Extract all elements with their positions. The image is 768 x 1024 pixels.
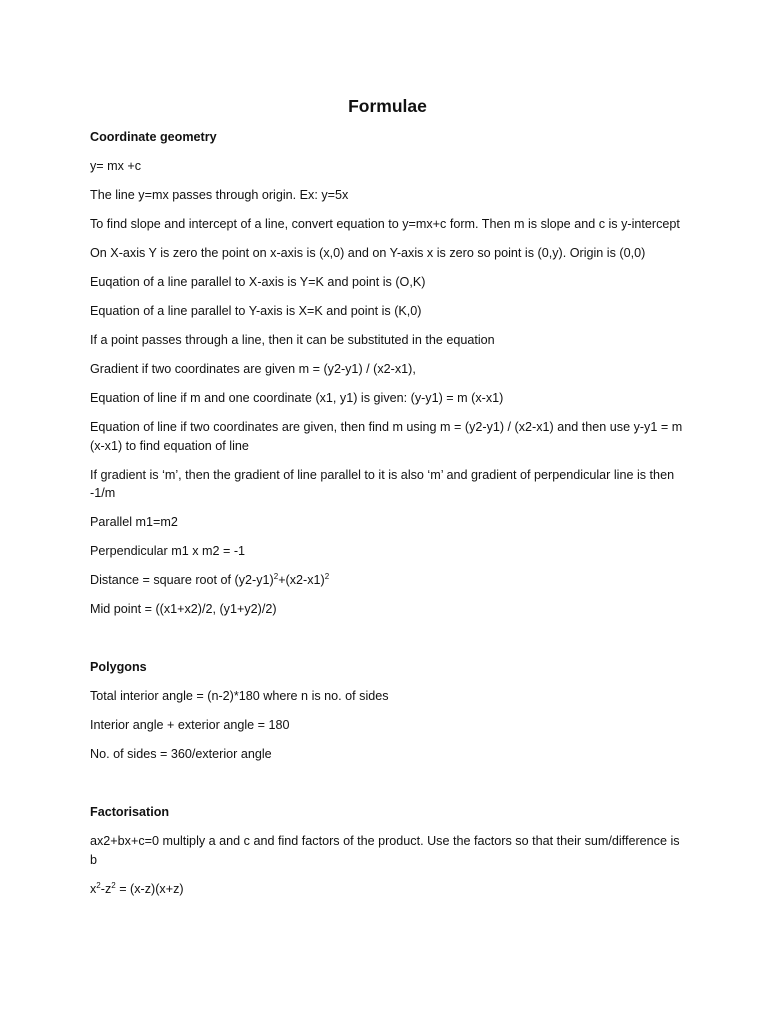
- formula-line: Total interior angle = (n-2)*180 where n is no. of sides: [90, 689, 389, 703]
- distance-middle: +(x2-x1): [278, 573, 325, 587]
- dos-x: x: [90, 881, 97, 896]
- formula-line: ax2+bx+c=0 multiply a and c and find factors of the product. Use the factors so that their sum/difference is b: [90, 834, 680, 867]
- formula-line: Perpendicular m1 x m2 = -1: [90, 544, 246, 558]
- formula-line: If gradient is ‘m’, then the gradient of line parallel to it is also ‘m’ and gradient of perpendicular line is then -1/m: [90, 467, 675, 500]
- formula-line: y= mx +c: [90, 159, 142, 173]
- section-spacer: [90, 774, 685, 803]
- formula-line: Equation of line if two coordinates are given, then find m using m = (y2-y1) / (x2-x1) and then use y-y1 = m (x-x1) to find equation of line: [90, 420, 683, 453]
- distance-formula: [90, 571, 685, 590]
- formula-line: To find slope and intercept of a line, convert equation to y=mx+c form. Then m is slope and c is y-intercept: [90, 217, 680, 231]
- superscript: 2: [96, 880, 101, 890]
- section-spacer: [90, 629, 685, 658]
- formula-line: Gradient if two coordinates are given m = (y2-y1) / (x2-x1),: [90, 362, 416, 376]
- formula-line: Equation of a line parallel to Y-axis is X=K and point is (K,0): [90, 304, 422, 318]
- formula-line: If a point passes through a line, then it can be substituted in the equation: [90, 333, 495, 347]
- dos-minus-z: -z: [100, 881, 112, 896]
- formula-line: Parallel m1=m2: [90, 515, 178, 529]
- dos-rest: = (x-z)(x+z): [115, 881, 184, 896]
- superscript: 2: [111, 880, 116, 890]
- formula-line: On X-axis Y is zero the point on x-axis is (x,0) and on Y-axis x is zero so point is (0,y). Origin is (0,0): [90, 246, 646, 260]
- document-page: [90, 95, 685, 909]
- formula-line: Equation of line if m and one coordinate (x1, y1) is given: (y-y1) = m (x-x1): [90, 391, 504, 405]
- midpoint-formula: Mid point = ((x1+x2)/2, (y1+y2)/2): [90, 602, 277, 616]
- difference-of-squares-formula: [90, 880, 685, 899]
- section-heading-coordinate-geometry: Coordinate geometry: [90, 130, 217, 144]
- formula-line: Interior angle + exterior angle = 180: [90, 718, 290, 732]
- superscript: 2: [324, 571, 330, 581]
- section-heading-factorisation: Factorisation: [90, 805, 170, 819]
- formula-line: Euqation of a line parallel to X-axis is Y=K and point is (O,K): [90, 275, 426, 289]
- section-heading-polygons: Polygons: [90, 660, 147, 674]
- document-title: Formulae: [348, 96, 427, 116]
- formula-line: The line y=mx passes through origin. Ex: y=5x: [90, 188, 349, 202]
- superscript: 2: [273, 571, 279, 581]
- distance-prefix: Distance = square root of (y2-y1): [90, 573, 274, 587]
- formula-line: No. of sides = 360/exterior angle: [90, 747, 272, 761]
